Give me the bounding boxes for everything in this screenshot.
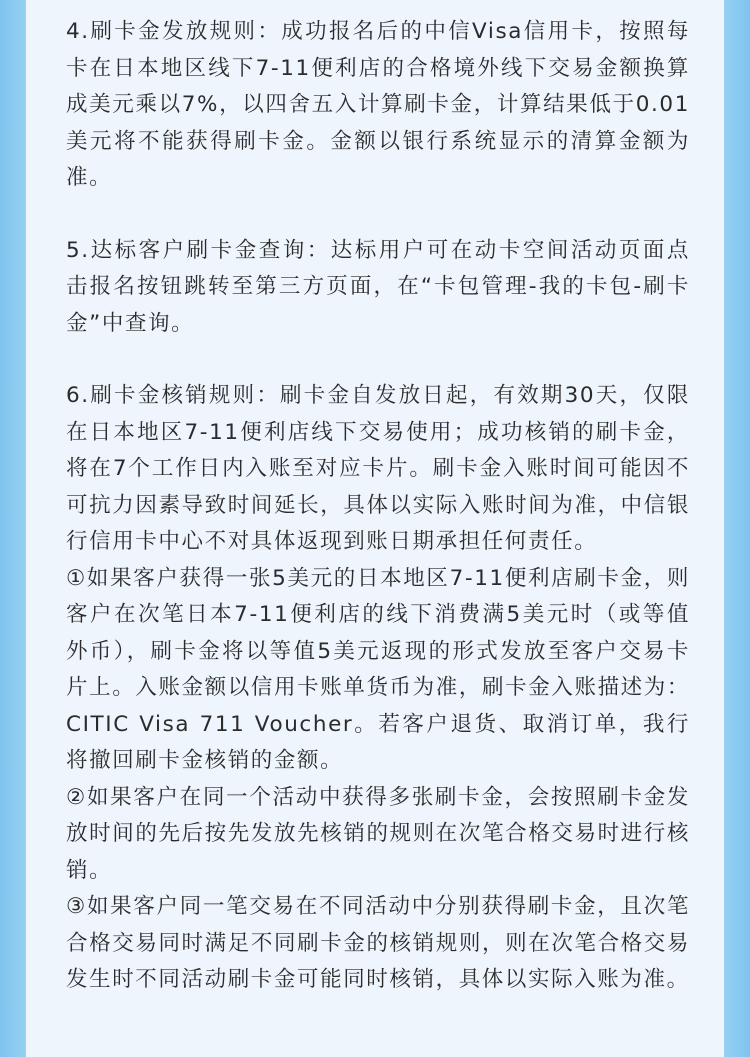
rule-6-text: 6.刷卡金核销规则：刷卡金自发放日起，有效期30天，仅限在日本地区7-11便利店线下交易使用；成功核销的刷卡金，将在7个工作日内入账至对应卡片。刷卡金入账时间可能因不可抗力因素导致时间延长，具体以实际入账时间为准，中信银行信用卡中心不对具体返现到账日期承担任何责任。 [66, 383, 690, 554]
rule-5 [66, 233, 690, 343]
rule-5-text: 5.达标客户刷卡金查询：达标用户可在动卡空间活动页面点击报名按钮跳转至第三方页面，在“卡包管理-我的卡包-刷卡金”中查询。 [66, 237, 690, 336]
rules-card [26, 0, 724, 1057]
subrule-1-text: ①如果客户获得一张5美元的日本地区7-11便利店刷卡金，则客户在次笔日本7-11便利店的线下消费满5美元时（或等值外币），刷卡金将以等值5美元返现的形式发放至客户交易卡片上。入账金额以信用卡账单货币为准，刷卡金入账描述为：CITIC Visa 711 Voucher。若客户退货、取消订单，我行将撤回刷卡金核销的金额。 [66, 565, 690, 773]
rule-6 [66, 378, 690, 561]
rule-4-text: 4.刷卡金发放规则：成功报名后的中信Visa信用卡，按照每卡在日本地区线下7-11便利店的合格境外线下交易金额换算成美元乘以7%，以四舍五入计算刷卡金，计算结果低于0.01美元将不能获得刷卡金。金额以银行系统显示的清算金额为准。 [66, 19, 690, 190]
rule-4 [66, 14, 690, 197]
subrule-3-text: ③如果客户同一笔交易在不同活动中分别获得刷卡金，且次笔合格交易同时满足不同刷卡金的核销规则，则在次笔合格交易发生时不同活动刷卡金可能同时核销，具体以实际入账为准。 [66, 894, 690, 992]
subrule-2-text: ②如果客户在同一个活动中获得多张刷卡金，会按照刷卡金发放时间的先后按先发放先核销的规则在次笔合格交易时进行核销。 [66, 784, 690, 883]
rule-6-subrules [66, 561, 690, 999]
